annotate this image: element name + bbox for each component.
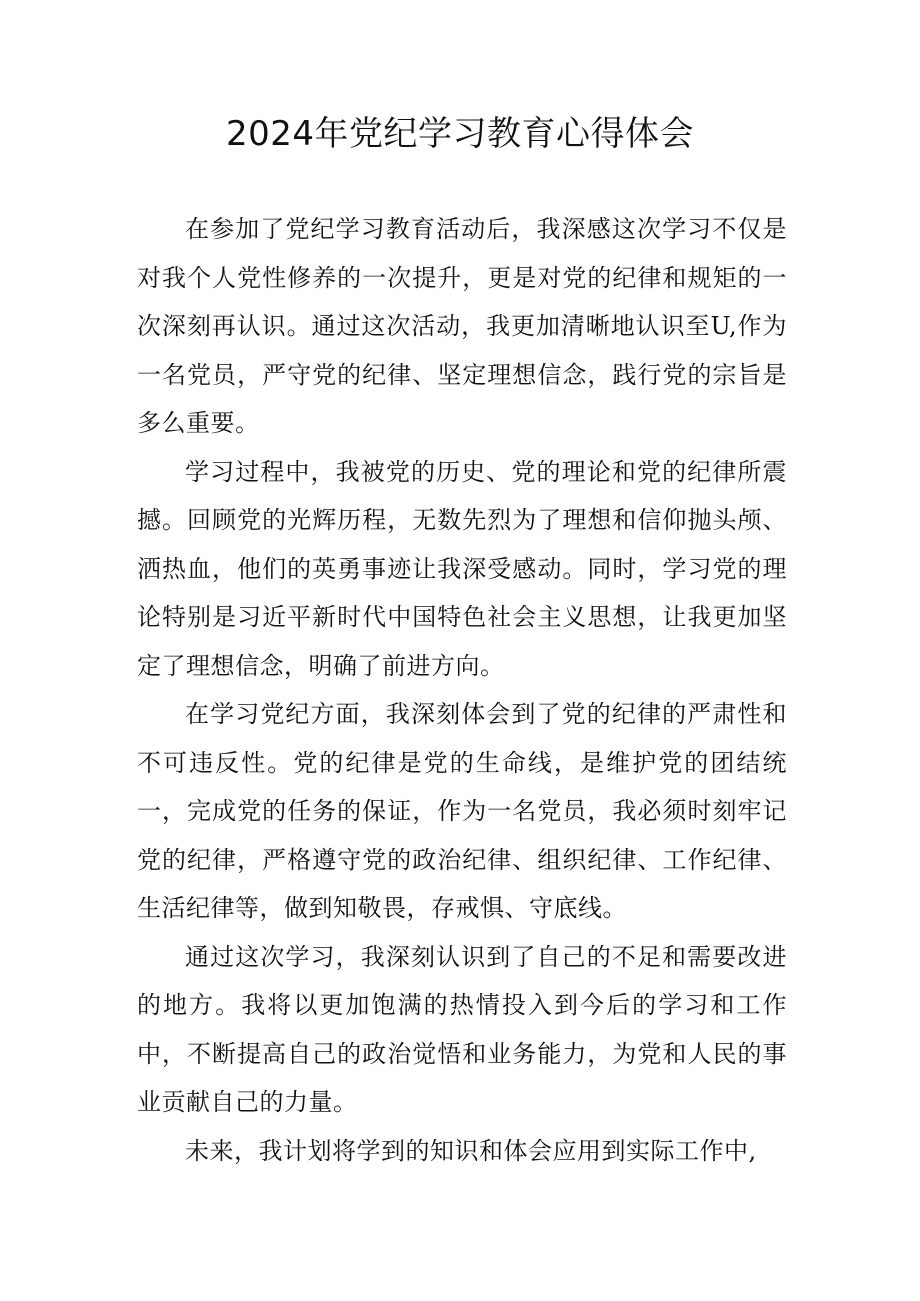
paragraph-3: 在学习党纪方面，我深刻体会到了党的纪律的严肃性和不可违反性。党的纪律是党的生命线，是维护党的团结统一，完成党的任务的保证，作为一名党员，我必须时刻牢记党的纪律，严格遵守党的政治纪律、组织纪律、工作纪律、生活纪律等，做到知敬畏，存戒惧、守底线。: [137, 700, 787, 922]
paragraph-2: 学习过程中，我被党的历史、党的理论和党的纪律所震撼。回顾党的光辉历程，无数先烈为了理想和信仰抛头颅、洒热血，他们的英勇事迹让我深受感动。同时，学习党的理论特别是习近平新时代中国特色社会主义思想，让我更加坚定了理想信念，明确了前进方向。: [137, 457, 787, 680]
document-title: 2024年党纪学习教育心得体会: [225, 114, 695, 154]
paragraph-4: 通过这次学习，我深刻认识到了自己的不足和需要改进的地方。我将以更加饱满的热情投入到今后的学习和工作中，不断提高自己的政治觉悟和业务能力，为党和人民的事业贡献自己的力量。: [137, 942, 787, 1116]
document-body: [137, 205, 787, 1175]
paragraph-1: 在参加了党纪学习教育活动后，我深感这次学习不仅是对我个人党性修养的一次提升，更是对党的纪律和规矩的一次深刻再认识。通过这次活动，我更加清晰地认识至U,作为一名党员，严守党的纪律、坚定理想信念，践行党的宗旨是多么重要。: [137, 215, 787, 437]
paragraph-5: 未来，我计划将学到的知识和体会应用到实际工作中,: [185, 1136, 757, 1165]
